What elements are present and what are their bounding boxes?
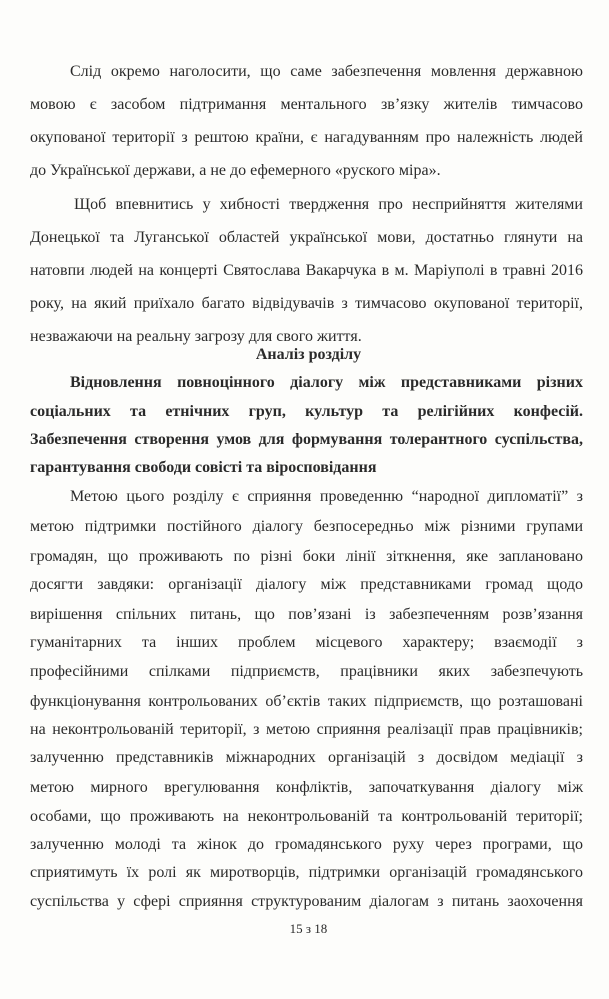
paragraph-3-line: Метою цього розділу є сприяння проведенню “народної дипломатії” з — [70, 488, 583, 505]
paragraph-3-line: досягти завдяки: організації діалогу між представниками громад щодо — [30, 576, 583, 593]
section-title-line: гарантування свободи совісті та віросповідання — [30, 459, 377, 476]
paragraph-3-line: професійними спілками підприємств, працівники яких забезпечують — [30, 663, 583, 680]
paragraph-2-line: Донецької та Луганської областей української мови, достатньо глянути на — [30, 229, 583, 246]
paragraph-3-line: вирішення спільних питань, що пов’язані із забезпеченням розв’язання — [30, 606, 583, 623]
paragraph-2-line: року, на який приїхало багато відвідувачів з тимчасово окупованої території, — [30, 295, 583, 312]
paragraph-3-line: метою мирного врегулювання конфліктів, започаткування діалогу між — [30, 779, 583, 796]
section-title-line: Відновлення повноцінного діалогу між представниками різних — [70, 374, 583, 391]
paragraph-3-line: на неконтрольованій території, з метою сприяння реалізації прав працівників; — [30, 721, 583, 738]
paragraph-1-line: Слід окремо наголосити, що саме забезпечення мовлення державною — [70, 63, 583, 80]
paragraph-1-line: мовою є засобом підтримання ментального зв’язку жителів тимчасово — [30, 96, 583, 113]
section-title-line: соціальних та етнічних груп, культур та релігійних конфесій. — [30, 403, 583, 420]
paragraph-3-line: суспільства у сфері сприяння структурованим діалогам з питань заохочення — [30, 893, 583, 910]
paragraph-3-line: залученню представників міжнародних організацій з досвідом медіації з — [30, 749, 583, 766]
paragraph-3-line: гуманітарних та інших проблем місцевого характеру; взаємодії з — [30, 634, 583, 651]
section-heading: Аналіз розділу — [255, 346, 362, 363]
paragraph-3-line: метою підтримки постійного діалогу безпосередньо між різними групами — [30, 518, 583, 535]
paragraph-2-line: незважаючи на реальну загрозу для свого життя. — [30, 328, 362, 345]
paragraph-1-line: окупованої території з рештою країни, є нагадуванням про належність людей — [30, 129, 583, 146]
paragraph-3-line: громадян, що проживають по різні боки лінії зіткнення, яке заплановано — [30, 548, 583, 565]
paragraph-3-line: особами, що проживають на неконтрольованій та контрольованій території; — [30, 808, 583, 825]
section-title-line: Забезпечення створення умов для формування толерантного суспільства, — [30, 431, 583, 448]
paragraph-1-line: до Української держави, а не до ефемерного «руского міра». — [30, 162, 441, 179]
paragraph-3-line: сприятимуть їх ролі як миротворців, підтримки організацій громадянського — [30, 864, 583, 881]
page-number: 15 з 18 — [289, 921, 328, 936]
paragraph-3-line: залученню молоді та жінок до громадянського руху через програми, що — [30, 836, 583, 853]
paragraph-2-line: Щоб впевнитись у хибності твердження про несприйняття жителями — [74, 196, 583, 213]
paragraph-3-line: функціонування контрольованих об’єктів таких підприємств, що розташовані — [30, 693, 583, 710]
paragraph-2-line: натовпи людей на концерті Святослава Вакарчука в м. Маріуполі в травні 2016 — [30, 262, 583, 279]
